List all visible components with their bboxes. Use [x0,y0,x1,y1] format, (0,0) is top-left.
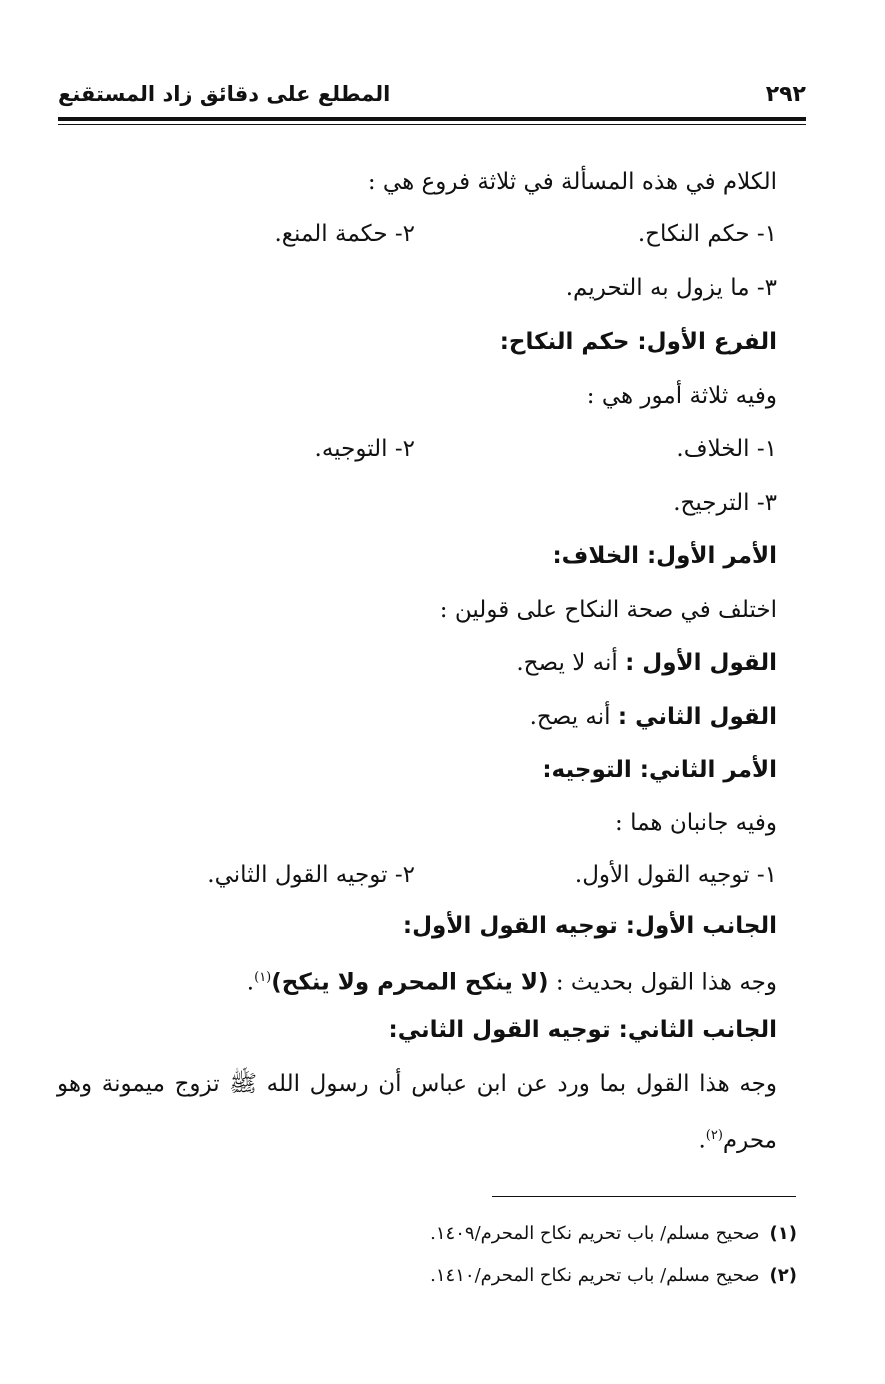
heading-matter-2: الأمر الثاني: التوجيه: [542,757,777,783]
side-item-2: ٢- توجيه القول الثاني. [207,862,415,888]
side-2-end: . [698,1127,706,1154]
heading-matter-1: الأمر الأول: الخلاف: [552,543,777,569]
matters-intro: وفيه ثلاثة أمور هي : [586,383,777,409]
header-rule-thin [58,124,806,125]
opinion-1-label: القول الأول : [625,650,777,676]
heading-side-2: الجانب الثاني: توجيه القول الثاني: [388,1017,777,1043]
header-rule-thick [58,117,806,121]
matter-item-3: ٣- الترجيح. [673,490,777,516]
opinion-2-label: القول الثاني : [617,704,777,730]
matter-item-2: ٢- التوجيه. [314,436,415,462]
book-title: المطلع على دقائق زاد المستقنع [58,82,391,106]
branch-item-2: ٢- حكمة المنع. [274,221,415,247]
footnote-ref-1: (١) [254,970,272,985]
matter-item-1: ١- الخلاف. [676,436,777,462]
side-2-paragraph [57,1058,777,1167]
footnote-2-number: (٢) [769,1265,797,1286]
footnote-1 [430,1220,797,1248]
footnote-ref-2: (٢) [705,1128,723,1143]
opinion-1-text: أنه لا يصح. [516,650,618,676]
intro-line: الكلام في هذه المسألة في ثلاثة فروع هي : [367,169,777,195]
heading-branch-1: الفرع الأول: حكم النكاح: [499,329,777,355]
side-2-text: وجه هذا القول بما ورد عن ابن عباس أن رسول الله ﷺ تزوج ميمونة وهو محرم [57,1071,777,1154]
page-header [58,82,806,116]
opinion-2-text: أنه يصح. [529,704,611,730]
opinion-2 [530,699,777,735]
dispute-intro: اختلف في صحة النكاح على قولين : [439,597,777,623]
side-item-1: ١- توجيه القول الأول. [574,862,777,888]
footnote-separator [492,1196,796,1197]
opinion-1 [516,645,777,681]
sides-intro: وفيه جانبان هما : [615,810,777,836]
footnote-2 [430,1262,797,1290]
side-1-paragraph [247,960,777,1001]
branch-item-1: ١- حكم النكاح. [637,221,777,247]
heading-side-1: الجانب الأول: توجيه القول الأول: [402,913,777,939]
hadith-quote: (لا ينكح المحرم ولا ينكح) [271,969,549,996]
page-number: ٢٩٢ [765,82,806,107]
side-1-end: . [246,969,255,996]
branch-item-3: ٣- ما يزول به التحريم. [565,275,777,301]
side-1-text: وجه هذا القول بحديث : [555,969,777,996]
footnote-2-text: صحيح مسلم/ باب تحريم نكاح المحرم/١٤١٠. [430,1265,760,1286]
footnote-1-text: صحيح مسلم/ باب تحريم نكاح المحرم/١٤٠٩. [430,1223,760,1244]
footnote-1-number: (١) [769,1223,797,1244]
